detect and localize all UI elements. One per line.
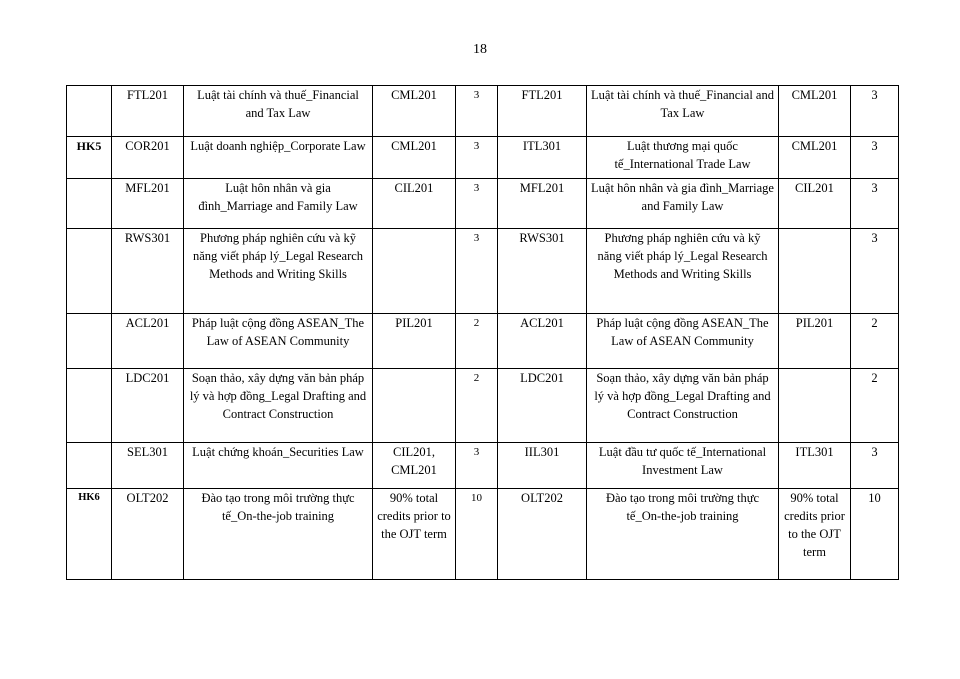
prerequisite: [373, 369, 456, 443]
credits: 3: [851, 229, 899, 314]
prerequisite: PIL201: [779, 314, 851, 369]
credits: 3: [851, 443, 899, 489]
semester-cell: [67, 443, 112, 489]
semester-cell: [67, 229, 112, 314]
credits: 3: [456, 443, 498, 489]
credits: 2: [456, 369, 498, 443]
table-row: [67, 179, 899, 229]
credits: 3: [851, 137, 899, 179]
course-code: MFL201: [498, 179, 587, 229]
course-name: Luật doanh nghiệp_Corporate Law: [184, 137, 373, 179]
table-row: [67, 443, 899, 489]
prerequisite: 90% total credits prior to the OJT term: [373, 489, 456, 580]
prerequisite: CML201: [373, 86, 456, 137]
course-code: RWS301: [498, 229, 587, 314]
table-row: [67, 137, 899, 179]
credits: 2: [456, 314, 498, 369]
course-code: RWS301: [112, 229, 184, 314]
semester-cell: [67, 314, 112, 369]
table-row: [67, 369, 899, 443]
course-name: Luật tài chính và thuế_Financial and Tax Law: [587, 86, 779, 137]
course-name: Luật thương mại quốc tế_International Trade Law: [587, 137, 779, 179]
prerequisite: [779, 369, 851, 443]
course-name: Đào tạo trong môi trường thực tế_On-the-job training: [184, 489, 373, 580]
course-name: Soạn thảo, xây dựng văn bản pháp lý và hợp đồng_Legal Drafting and Contract Construction: [184, 369, 373, 443]
credits: 10: [851, 489, 899, 580]
prerequisite: [779, 229, 851, 314]
prerequisite: 90% total credits prior to the OJT term: [779, 489, 851, 580]
course-name: Luật tài chính và thuế_Financial and Tax Law: [184, 86, 373, 137]
semester-cell: [67, 86, 112, 137]
credits: 3: [456, 179, 498, 229]
course-code: COR201: [112, 137, 184, 179]
table-row: [67, 489, 899, 580]
course-name: Luật đầu tư quốc tế_International Investment Law: [587, 443, 779, 489]
course-name: Phương pháp nghiên cứu và kỹ năng viết pháp lý_Legal Research Methods and Writing Skills: [587, 229, 779, 314]
course-name: Luật chứng khoán_Securities Law: [184, 443, 373, 489]
semester-cell: HK5: [67, 137, 112, 179]
course-code: FTL201: [112, 86, 184, 137]
credits: 3: [851, 179, 899, 229]
semester-cell: [67, 179, 112, 229]
course-code: MFL201: [112, 179, 184, 229]
course-name: Soạn thảo, xây dựng văn bản pháp lý và hợp đồng_Legal Drafting and Contract Construction: [587, 369, 779, 443]
prerequisite: CML201: [779, 137, 851, 179]
course-code: LDC201: [498, 369, 587, 443]
course-code: OLT202: [498, 489, 587, 580]
semester-cell: [67, 369, 112, 443]
prerequisite: CIL201: [373, 179, 456, 229]
table-row: [67, 314, 899, 369]
course-code: SEL301: [112, 443, 184, 489]
course-name: Phương pháp nghiên cứu và kỹ năng viết pháp lý_Legal Research Methods and Writing Skills: [184, 229, 373, 314]
course-name: Đào tạo trong môi trường thực tế_On-the-job training: [587, 489, 779, 580]
course-name: Luật hôn nhân và gia đình_Marriage and Family Law: [587, 179, 779, 229]
table-row: [67, 86, 899, 137]
credits: 2: [851, 369, 899, 443]
credits: 3: [456, 86, 498, 137]
credits: 3: [456, 137, 498, 179]
course-name: Pháp luật cộng đồng ASEAN_The Law of ASEAN Community: [184, 314, 373, 369]
prerequisite: CML201: [373, 137, 456, 179]
credits: 10: [456, 489, 498, 580]
curriculum-table: [66, 85, 899, 580]
prerequisite: CIL201, CML201: [373, 443, 456, 489]
course-code: FTL201: [498, 86, 587, 137]
prerequisite: CIL201: [779, 179, 851, 229]
course-code: ITL301: [498, 137, 587, 179]
credits: 2: [851, 314, 899, 369]
course-code: ACL201: [498, 314, 587, 369]
credits: 3: [456, 229, 498, 314]
course-code: ACL201: [112, 314, 184, 369]
semester-cell: HK6: [67, 489, 112, 580]
prerequisite: CML201: [779, 86, 851, 137]
credits: 3: [851, 86, 899, 137]
course-code: LDC201: [112, 369, 184, 443]
course-code: IIL301: [498, 443, 587, 489]
prerequisite: ITL301: [779, 443, 851, 489]
prerequisite: PIL201: [373, 314, 456, 369]
course-code: OLT202: [112, 489, 184, 580]
page-number: 18: [473, 42, 487, 57]
table-row: [67, 229, 899, 314]
prerequisite: [373, 229, 456, 314]
course-name: Luật hôn nhân và gia đình_Marriage and Family Law: [184, 179, 373, 229]
course-name: Pháp luật cộng đồng ASEAN_The Law of ASEAN Community: [587, 314, 779, 369]
